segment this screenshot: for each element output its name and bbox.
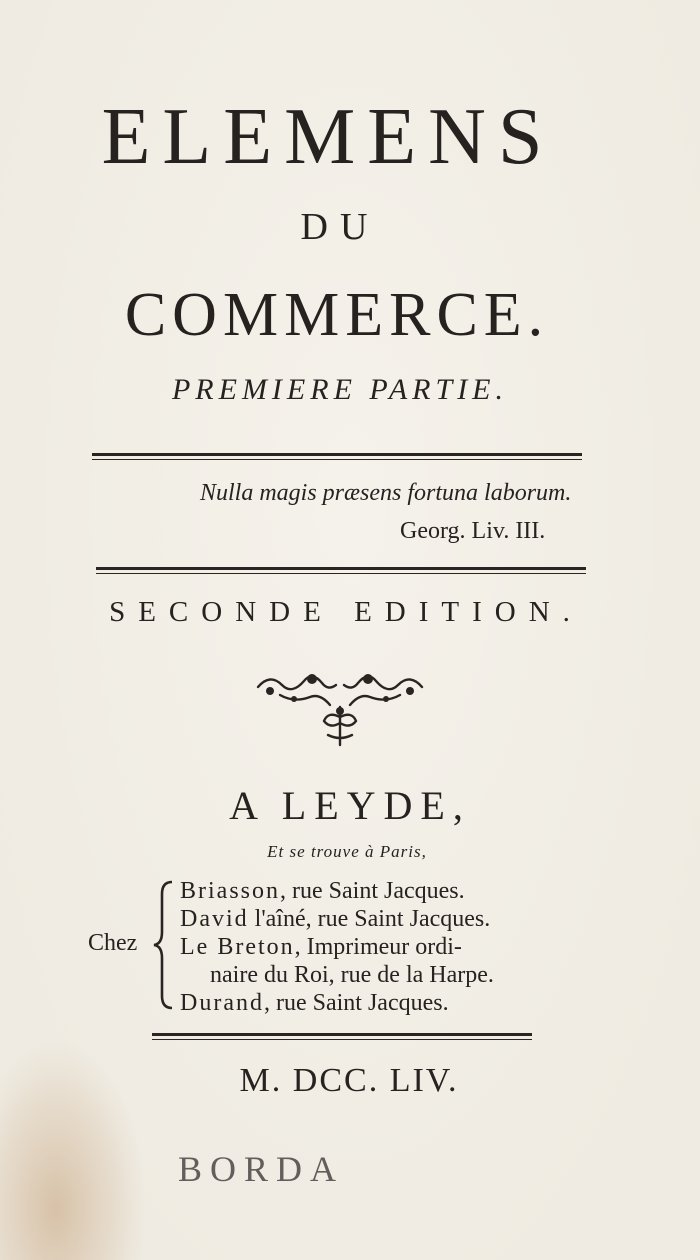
seller-line xyxy=(180,934,462,961)
epigraph-quote: Nulla magis præsens fortuna laborum. xyxy=(200,480,572,506)
seller-address: l'aîné, rue Saint Jacques. xyxy=(248,906,491,932)
curly-brace-icon xyxy=(152,880,176,1010)
seller-line xyxy=(180,878,465,905)
seller-line xyxy=(210,962,494,989)
title-connector: DU xyxy=(300,206,380,248)
divider-rule xyxy=(92,453,582,460)
divider-rule xyxy=(96,567,586,574)
seller-name: Le Breton xyxy=(180,934,295,960)
title-subject: COMMERCE. xyxy=(124,281,550,349)
seller-name: Briasson xyxy=(180,878,280,904)
chez-label: Chez xyxy=(88,930,138,956)
seller-line xyxy=(180,906,490,933)
seller-address: , Imprimeur ordi- xyxy=(294,934,462,960)
seller-address: , rue Saint Jacques. xyxy=(263,990,449,1016)
main-title: ELEMENS xyxy=(101,93,555,181)
sold-at-line: Et se trouve à Paris, xyxy=(267,842,427,861)
library-stamp: BORDA xyxy=(178,1149,345,1189)
part-label: PREMIERE PARTIE. xyxy=(171,373,509,406)
fleuron-ornament-icon xyxy=(250,665,430,750)
seller-line xyxy=(180,990,449,1017)
seller-name: David xyxy=(180,906,249,932)
imprint-date: M. DCC. LIV. xyxy=(239,1062,459,1099)
edition-label: SECONDE EDITION. xyxy=(109,596,583,628)
seller-name: Durand xyxy=(180,990,264,1016)
seller-address: naire du Roi, rue de la Harpe. xyxy=(210,962,494,988)
divider-rule xyxy=(152,1033,532,1040)
epigraph-source: Georg. Liv. III. xyxy=(400,518,546,544)
imprint-city: A LEYDE, xyxy=(229,783,471,828)
seller-address: , rue Saint Jacques. xyxy=(280,878,465,904)
